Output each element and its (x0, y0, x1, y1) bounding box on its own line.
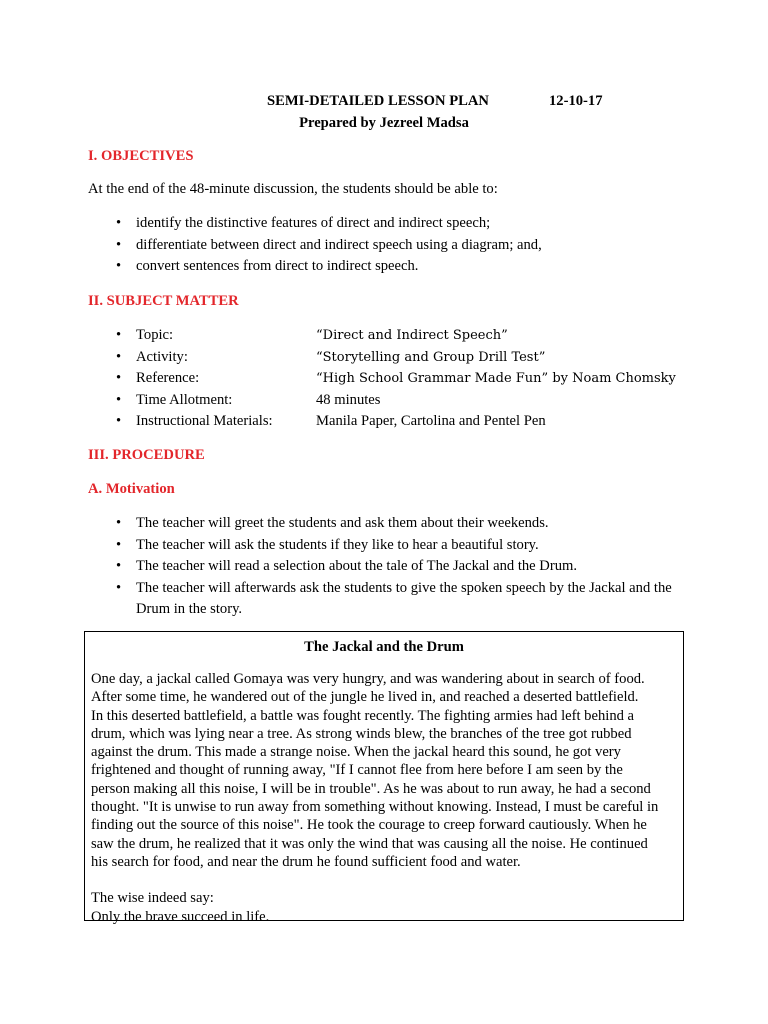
objectives-intro: At the end of the 48-minute discussion, the students should be able to: (88, 181, 498, 197)
story-line: his search for food, and near the drum he found sufficient food and water. (91, 853, 521, 870)
story-box (84, 631, 684, 925)
story-line: frightened and thought of running away, "If I cannot flee from here before I am seen by the (91, 762, 623, 779)
subject-matter-heading: II. SUBJECT MATTER (88, 293, 239, 309)
motivation-heading: A. Motivation (88, 481, 175, 497)
objectives-heading: I. OBJECTIVES (88, 148, 194, 164)
story-line: After some time, he wandered out of the jungle he lived in, and reached a deserted battlefield. (91, 689, 639, 706)
story-line: drum, which was lying near a tree. As strong winds blew, the branches of the tree got rubbed (91, 725, 632, 742)
bullet-icon: • (116, 391, 122, 408)
list-item: • convert sentences from direct to indirect speech. (0, 256, 542, 278)
bullet-icon: • (116, 536, 122, 553)
row-value: “Storytelling and Group Drill Test” (316, 349, 546, 365)
row-label: Activity: (136, 348, 188, 365)
bullet-icon: • (116, 327, 122, 343)
subject-matter-list (0, 325, 676, 433)
list-item (0, 368, 676, 390)
story-title: The Jackal and the Drum (304, 639, 464, 655)
bullet-icon: • (116, 236, 122, 253)
story-line: One day, a jackal called Gomaya was very hungry, and was wandering about in search of food. (91, 671, 645, 687)
list-item (0, 325, 508, 347)
bullet-icon: • (116, 348, 122, 365)
document-title: SEMI-DETAILED LESSON PLAN (267, 93, 489, 109)
row-label: Time Allotment: (136, 391, 233, 408)
bullet-icon: • (116, 215, 122, 231)
row-label: Topic: (136, 327, 174, 343)
moral-line: Only the brave succeed in life. (91, 908, 270, 925)
row-value: “Direct and Indirect Speech” (316, 328, 508, 343)
list-item: • The teacher will ask the students if they like to hear a beautiful story. (0, 535, 676, 557)
bullet-icon: • (116, 515, 122, 531)
bullet-icon: • (116, 370, 122, 386)
bullet-icon: • (116, 579, 122, 596)
story-line: saw the drum, he realized that it was only the wind that was causing all the noise. He continued (91, 835, 648, 852)
list-item: • The teacher will read a selection about the tale of The Jackal and the Drum. (0, 556, 676, 578)
moral-line: The wise indeed say: (91, 890, 214, 907)
list-item: • differentiate between direct and indirect speech using a diagram; and, (0, 235, 542, 257)
document-date: 12-10-17 (549, 93, 603, 109)
list-item (0, 347, 546, 369)
list-item (0, 411, 546, 433)
story-line: against the drum. This made a strange noise. When the jackal heard this sound, he got very (91, 744, 621, 761)
story-moral (91, 889, 677, 926)
list-item: • The teacher will afterwards ask the students to give the spoken speech by the Jackal and the Drum in the story. (116, 579, 672, 617)
story-line: person making all this noise, I will be in trouble". As he was about to run away, he had a second (91, 780, 651, 797)
list-item: • The teacher will greet the students and ask them about their weekends. (0, 513, 676, 535)
bullet-icon: • (116, 258, 122, 274)
row-label: Instructional Materials: (136, 413, 273, 429)
procedure-heading: III. PROCEDURE (88, 447, 205, 463)
row-value: “High School Grammar Made Fun” by Noam Chomsky (316, 371, 676, 386)
objectives-list (0, 213, 542, 278)
story-line: thought. "It is unwise to run away from something without knowing. Instead, I must be careful in (91, 799, 659, 816)
row-label: Reference: (136, 370, 200, 386)
story-line: In this deserted battlefield, a battle was fought recently. The fighting armies had left behind a (91, 707, 635, 724)
list-item: • identify the distinctive features of direct and indirect speech; (0, 213, 542, 235)
story-line: finding out the source of this noise". He took the courage to creep forward cautiously. When he (91, 817, 647, 834)
list-item (0, 390, 381, 412)
story-body (91, 670, 677, 871)
prepared-by: Prepared by Jezreel Madsa (299, 115, 469, 131)
motivation-list (0, 513, 676, 621)
row-value: Manila Paper, Cartolina and Pentel Pen (316, 413, 546, 429)
row-value: 48 minutes (316, 391, 381, 408)
bullet-icon: • (116, 558, 122, 574)
bullet-icon: • (116, 413, 122, 429)
